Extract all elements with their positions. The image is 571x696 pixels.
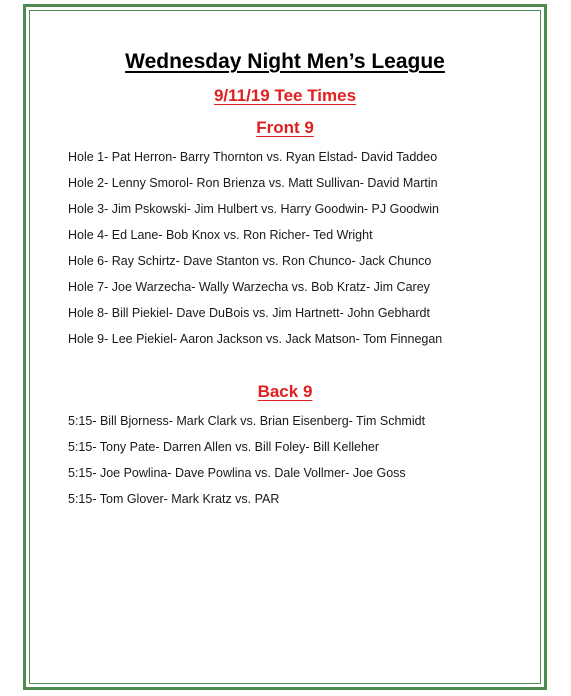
front-nine-pairings-list [68, 148, 442, 356]
pairing-item: Hole 3- Jim Pskowski- Jim Hulbert vs. Harry Goodwin- PJ Goodwin [68, 202, 439, 216]
pairing-item: Hole 1- Pat Herron- Barry Thornton vs. Ryan Elstad- David Taddeo [68, 150, 438, 164]
pairing-item: Hole 8- Bill Piekiel- Dave DuBois vs. Jim Hartnett- John Gebhardt [68, 306, 430, 320]
front-nine-heading: Front 9 [256, 118, 314, 137]
pairing-item: 5:15- Joe Powlina- Dave Powlina vs. Dale Vollmer- Joe Goss [68, 466, 406, 480]
back-nine-heading: Back 9 [257, 382, 313, 401]
pairing-item: Hole 2- Lenny Smorol- Ron Brienza vs. Matt Sullivan- David Martin [68, 176, 438, 190]
pairing-item: 5:15- Tony Pate- Darren Allen vs. Bill Foley- Bill Kelleher [68, 440, 380, 454]
pairing-item: 5:15- Tom Glover- Mark Kratz vs. PAR [68, 492, 280, 506]
pairing-item: 5:15- Bill Bjorness- Mark Clark vs. Brian Eisenberg- Tim Schmidt [68, 414, 426, 428]
pairing-item: Hole 4- Ed Lane- Bob Knox vs. Ron Richer- Ted Wright [68, 228, 373, 242]
pairing-item: Hole 7- Joe Warzecha- Wally Warzecha vs. Bob Kratz- Jim Carey [68, 280, 430, 294]
document-content [30, 10, 540, 682]
pairing-item: Hole 6- Ray Schirtz- Dave Stanton vs. Ron Chunco- Jack Chunco [68, 254, 432, 268]
pairing-item: Hole 9- Lee Piekiel- Aaron Jackson vs. Jack Matson- Tom Finnegan [68, 332, 443, 346]
back-nine-pairings-list [68, 412, 425, 516]
tee-times-date-heading: 9/11/19 Tee Times [213, 86, 357, 105]
league-title: Wednesday Night Men’s League [125, 50, 445, 73]
